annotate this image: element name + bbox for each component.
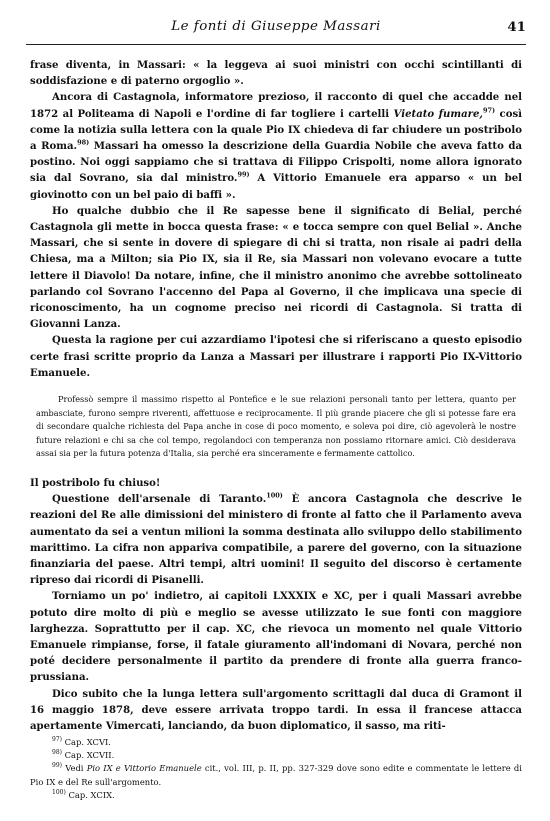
block-quote-text: Professò sempre il massimo rispetto al Pontefice e le sue relazioni personali tanto per lettera, quanto per ambasciate, furono sempre riverenti, affettuose e reciprocamente. Il più grande piacere che gli si potesse fare era di secondare qualche richiesta del Papa anche in cose di poco momento, e soleva poi dire, ciò agevolerà le nostre future relazioni e chi sa che col tempo, regolandoci con temperanza non possiamo ritornare amici. Ciò desiderava assai sia per la futura potenza d'Italia, sia perché era sinceramente e fermamente cattolico.: [36, 394, 516, 459]
footnote-98-number: 98): [52, 749, 62, 757]
footnote-98: [30, 749, 522, 762]
block-quote: [30, 393, 522, 461]
paragraph-6-text-b: È ancora Castagnola che descrive le reazioni del Re alle dimissioni del ministero di fronte al fatto che il Parlamento aveva aumentato da sei a ventun milioni la somma destinata allo sviluppo dello stabilimento marittimo. La cifra non appariva compatibile, a parere del governo, con la situazione finanziaria del paese. Altri tempi, altri uomini! Il seguito del discorso è certamente ripreso dai ricordi di Pisanelli.: [30, 493, 522, 587]
footnote-97: [30, 736, 522, 749]
footnote-ref-100: 100): [266, 491, 283, 500]
paragraph-2: [30, 89, 522, 202]
page-number: 41: [507, 19, 526, 35]
paragraph-4: Questa la ragione per cui azzardiamo l'ipotesi che si riferiscano a questo episodio certe frasi scritte proprio da Lanza a Massari per illustrare i rapporti Pio IX-Vittorio Emanuele.: [30, 334, 522, 379]
footnote-100-number: 100): [52, 789, 66, 797]
footnote-99-text-a: Vedi: [61, 763, 87, 774]
paragraph-5: Il postribolo fu chiuso!: [30, 477, 161, 490]
paragraph-2-text-d: A Vittorio Emanuele era apparso « un bel giovinotto con un bel paio di baffi ».: [30, 172, 523, 201]
footnote-98-text: Cap. XCVII.: [61, 750, 115, 761]
paragraph-7: Torniamo un po' indietro, ai capitoli LXXXIX e XC, per i quali Massari avrebbe potuto dire molto di più e meglio se avesse utilizzato le sue fonti con maggiore larghezza. Soprattutto per il cap. XC, che rievoca un momento nel quale Vittorio Emanuele rimpianse, forse, il fatale giuramento all'indomani di Novara, perché non poté decidere personalmente il partito da prendere di fronte alla guerra franco-prussiana.: [30, 590, 522, 684]
running-title: Le fonti di Giuseppe Massari: [171, 19, 381, 34]
paragraph-2-text-a: Ancora di Castagnola, informatore prezioso, il racconto di quel che accadde nel 1872 al Politeama di Napoli e l'ordine di far togliere i cartelli: [30, 91, 522, 120]
footnote-99-number: 99): [52, 762, 62, 770]
paragraph-2-text-c: Massari ha omesso la descrizione della Guardia Nobile che aveva fatto da postino. Noi oggi sappiamo che si trattava di Filippo Crispolti, nome allora ignorato sia dal Sovrano, sia dal ministro.: [30, 140, 522, 185]
footnote-ref-99: 99): [237, 171, 250, 180]
footnote-ref-97: 97): [482, 106, 496, 115]
paragraph-3: Ho qualche dubbio che il Re sapesse bene il significato di Belial, perché Castagnola gli mette in bocca questa frase: « e tocca sempre con quel Belial ». Anche Massari, che si sente in dovere di spiegare di chi si tratta, non risale ai padri della Chiesa, ma a Milton; sia Pio IX, sia il Re, sia Massari non volevano evocare a tutte lettere il Diavolo! Da notare, infine, che il ministro anonimo che avrebbe sottolineato parlando col Sovrano l'accenno del Papa al Governo, il che implicava una specie di riconoscimento, ha un cognome preciso nei ricordi di Castagnola. Si tratta di Giovanni Lanza.: [30, 204, 522, 331]
footnote-97-text: Cap. XCVI.: [61, 737, 111, 747]
paragraph-6: [30, 491, 522, 588]
footnotes: [30, 736, 522, 802]
footnote-99: [30, 762, 522, 788]
footnote-100-text: Cap. XCIX.: [65, 789, 115, 800]
body-text: [30, 57, 522, 734]
footnote-ref-98: 98): [77, 138, 90, 147]
paragraph-8: Dico subito che la lunga lettera sull'argomento scrittagli dal duca di Gramont il 16 maggio 1878, deve essere arrivata troppo tardi. In essa il francese attacca apertamente Vimercati, lanciando, da buon diplomatico, il sasso, ma riti-: [30, 687, 522, 733]
paragraph-2-italic: Vietato fumare,: [393, 107, 483, 120]
header-rule: [26, 44, 526, 45]
paragraph-1: frase diventa, in Massari: « la leggeva ai suoi ministri con occhi scintillanti di soddisfazione e di paterno orgoglio ».: [30, 59, 522, 88]
paragraph-6-text-a: Questione dell'arsenale di Taranto.: [52, 493, 267, 506]
paragraph-2-text-b: così come la notizia sulla lettera con la quale Pio IX chiedeva di far chiudere un postribolo a Roma.: [30, 107, 522, 153]
running-header: [26, 19, 526, 41]
footnote-97-number: 97): [52, 736, 62, 744]
footnote-99-text-b: cit., vol. III, p. II, pp. 327-329 dove sono edite e commentate le lettere di Pio IX e del Re sull'argomento.: [30, 763, 522, 787]
footnote-100: [30, 789, 522, 802]
footnote-99-italic: Pio IX e Vittorio Emanuele: [86, 763, 202, 774]
